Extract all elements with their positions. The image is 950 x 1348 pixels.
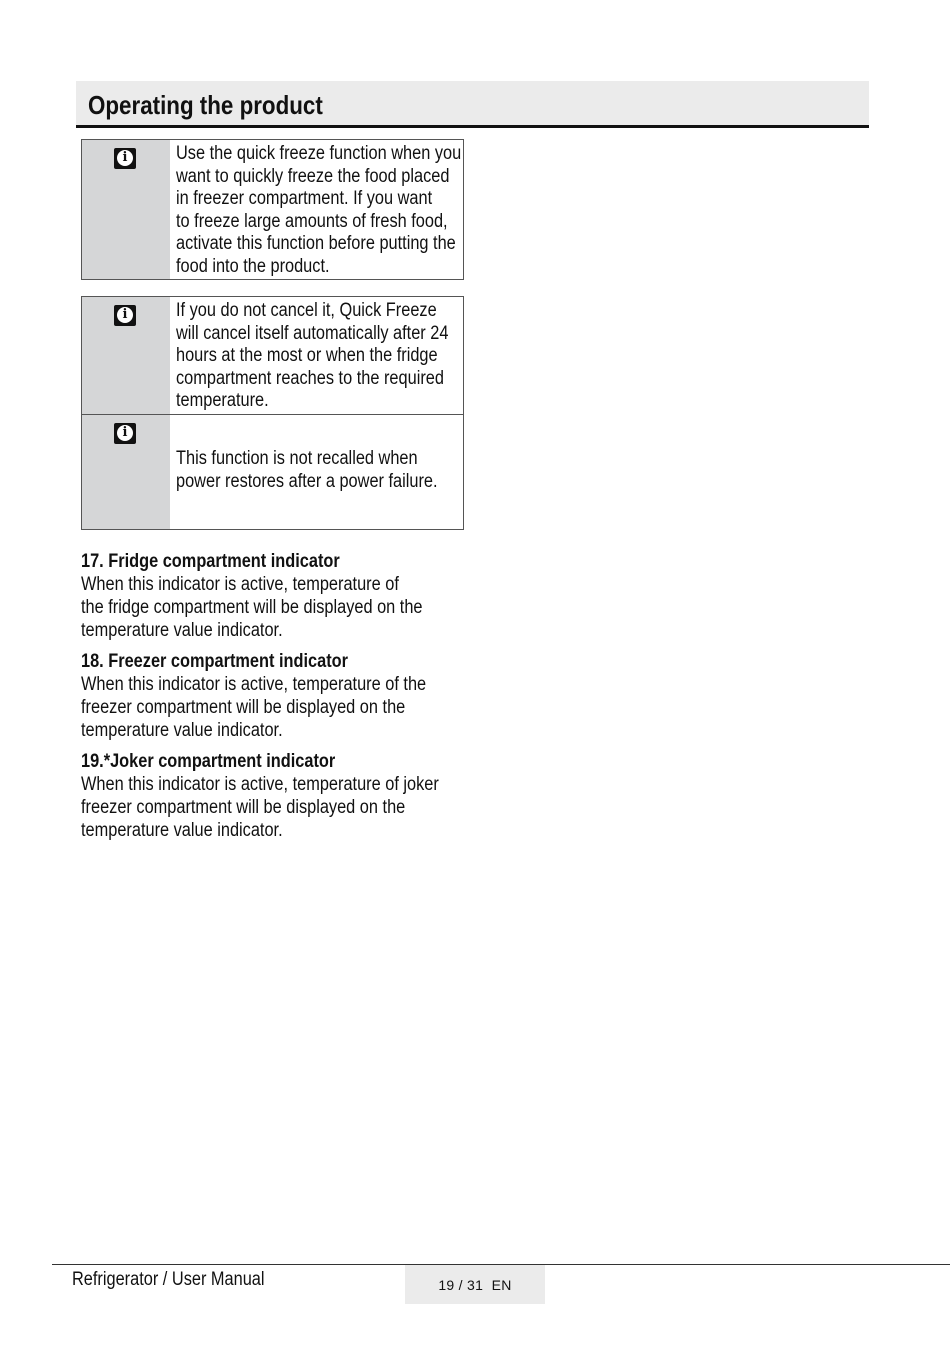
note-line: activate this function before putting the xyxy=(176,233,456,255)
note-row xyxy=(82,297,463,414)
note-line: want to quickly freeze the food placed xyxy=(176,165,450,187)
note-row xyxy=(82,140,463,279)
indicator-joker xyxy=(81,750,439,842)
indicator-line: When this indicator is active, temperature of joker xyxy=(81,774,439,795)
note-line: If you do not cancel it, Quick Freeze xyxy=(176,300,437,321)
indicator-line: the fridge compartment will be displayed on the xyxy=(81,597,423,618)
note-line: will cancel itself automatically after 24 xyxy=(176,322,449,344)
indicator-title: 17. Fridge compartment indicator xyxy=(81,551,340,572)
note-text-cell xyxy=(170,297,493,414)
note-icon-cell xyxy=(82,297,170,414)
indicator-body xyxy=(81,673,426,742)
indicator-line: freezer compartment will be displayed on the xyxy=(81,697,406,718)
page-number xyxy=(405,1276,545,1294)
note-text xyxy=(176,143,461,279)
footer-title: Refrigerator / User Manual xyxy=(72,1269,265,1290)
info-icon: i xyxy=(114,148,136,169)
note-text xyxy=(176,448,438,493)
section-header xyxy=(76,81,869,128)
info-icon: i xyxy=(114,305,136,326)
note-line: compartment reaches to the required xyxy=(176,367,444,389)
page-language: EN xyxy=(491,1277,512,1293)
info-icon: i xyxy=(114,423,136,444)
section-title: Operating the product xyxy=(88,90,323,120)
note-box-auto-cancel xyxy=(81,296,464,530)
note-row xyxy=(82,414,463,529)
indicator-line: When this indicator is active, temperature of xyxy=(81,574,399,595)
indicator-freezer xyxy=(81,650,426,742)
note-line: Use the quick freeze function when you xyxy=(176,143,462,164)
note-line: power restores after a power failure. xyxy=(176,470,438,492)
indicator-fridge xyxy=(81,550,423,642)
indicator-line: When this indicator is active, temperature of the xyxy=(81,674,427,695)
indicator-body xyxy=(81,573,423,642)
indicator-title: 18. Freezer compartment indicator xyxy=(81,651,348,672)
note-text-cell xyxy=(170,140,508,279)
note-line: food into the product. xyxy=(176,255,330,277)
note-icon-cell xyxy=(82,140,170,279)
note-line: to freeze large amounts of fresh food, xyxy=(176,210,448,232)
indicator-line: temperature value indicator. xyxy=(81,720,283,741)
note-line: in freezer compartment. If you want xyxy=(176,188,433,210)
page-indicator xyxy=(405,1265,545,1304)
note-line: temperature. xyxy=(176,390,269,412)
indicator-line: temperature value indicator. xyxy=(81,820,283,841)
indicator-line: temperature value indicator. xyxy=(81,620,283,641)
note-box-quick-freeze xyxy=(81,139,464,280)
indicator-body xyxy=(81,773,439,842)
indicator-line: freezer compartment will be displayed on the xyxy=(81,797,406,818)
note-icon-cell xyxy=(82,415,170,529)
note-line: hours at the most or when the fridge xyxy=(176,345,438,367)
note-text xyxy=(176,300,448,413)
page-count: 19 / 31 xyxy=(438,1277,484,1293)
note-line: This function is not recalled when xyxy=(176,448,418,469)
indicator-title: 19.*Joker compartment indicator xyxy=(81,751,336,772)
note-text-cell xyxy=(170,415,480,529)
